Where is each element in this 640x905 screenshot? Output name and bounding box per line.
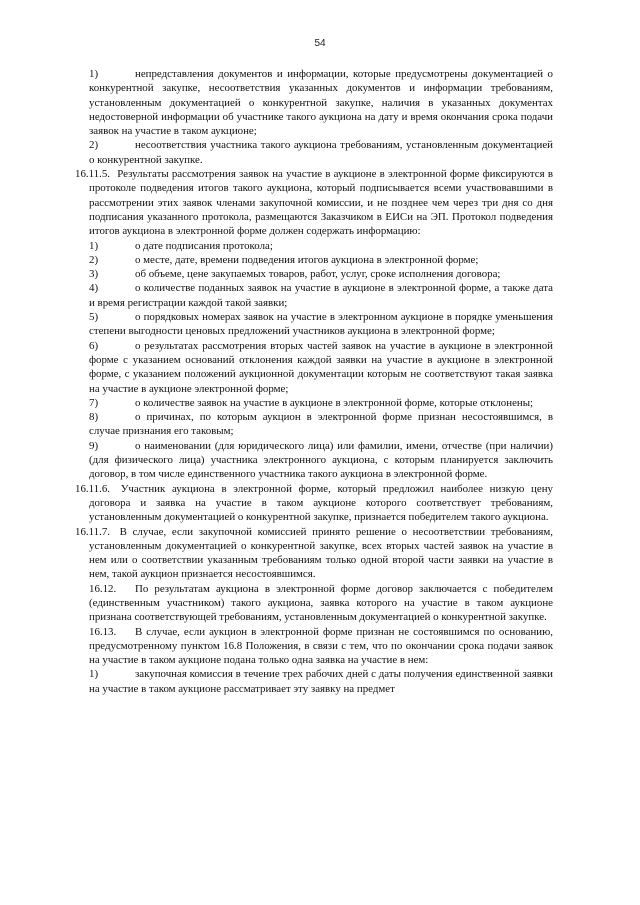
list-item	[89, 281, 553, 310]
item-text: закупочная комиссия в течение трех рабочих дней с даты получения единственной заявки на участие в таком аукционе рассматривает эту заявку на предмет	[89, 668, 553, 695]
item-text: Участник аукциона в электронной форме, который предложил наиболее низкую цену договора и заявка на участие в таком аукционе которого соответствует требованиям, установленным документацией о конкурентной закупке, признается победителем такого аукциона.	[89, 482, 553, 524]
item-text: о количестве заявок на участие в аукционе в электронной форме, которые отклонены;	[135, 396, 534, 409]
item-number: 2)	[89, 253, 99, 266]
list-item	[89, 339, 553, 396]
item-number: 8)	[89, 411, 99, 424]
item-number: 16.11.7.	[75, 525, 110, 538]
item-number: 7)	[89, 396, 99, 409]
item-number: 1)	[89, 668, 99, 681]
item-number: 5)	[89, 311, 99, 324]
list-item	[89, 667, 553, 696]
item-number: 3)	[89, 268, 99, 281]
document-body	[75, 67, 553, 696]
item-text: Результаты рассмотрения заявок на участие в аукционе в электронной форме фиксируются в протоколе подведения итогов такого аукциона, который подписывается всеми участвовавшими в рассмотрении этих заявок членами закупочной комиссии, и не позднее чем через три дня со дня подписания указанного протокола, размещаются Заказчиком в ЕИСи на ЭП. Протокол подведения итогов аукциона в электронной форме должен содержать информацию:	[89, 168, 553, 238]
list-item	[89, 310, 553, 339]
paragraph	[75, 482, 553, 525]
item-text: о наименовании (для юридического лица) или фамилии, имени, отчестве (при наличии) (для физического лица) участника электронного аукциона, с которым планируется заключить договор, в том числе единственного участника такого аукциона в электронной форме.	[89, 439, 553, 481]
paragraph	[75, 525, 553, 582]
list-item	[89, 439, 553, 482]
item-number: 4)	[89, 282, 99, 295]
list-item	[89, 396, 553, 410]
item-number: 16.13.	[89, 625, 117, 638]
item-text: о количестве поданных заявок на участие в аукционе в электронной форме, а также дата и время регистрации каждой такой заявки;	[89, 282, 553, 309]
item-text: несоответствия участника такого аукциона требованиям, установленным документацией о конкурентной закупке.	[89, 139, 553, 166]
item-number: 16.11.6.	[75, 482, 110, 495]
list-item	[89, 267, 553, 281]
item-number: 16.12.	[89, 582, 117, 595]
paragraph	[89, 625, 553, 668]
item-text: непредставления документов и информации, которые предусмотрены документацией о конкурентной закупке, несоответствия указанных документов и информации требованиям, установленным документацией о конкурентной закупке, наличия в указанных документах недостоверной информации об участнике такого аукциона на дату и время окончания срока подачи заявок на участие в таком аукционе;	[89, 68, 553, 138]
item-text: о причинах, по которым аукцион в электронной форме признан несостоявшимся, в случае признания его таковым;	[89, 411, 553, 438]
item-text: об объеме, цене закупаемых товаров, работ, услуг, сроке исполнения договора;	[135, 268, 501, 281]
list-item	[89, 138, 553, 167]
list-item	[89, 410, 553, 439]
item-text: о результатах рассмотрения вторых частей заявок на участие в аукционе в электронной форме с указанием оснований отклонения каждой заявки на участие в аукционе в электронной форме, с указанием положений аукционной документации которым не соответствуют такая заявка на участие в аукционе электронной форме;	[89, 339, 553, 395]
item-number: 1)	[89, 68, 99, 80]
list-item	[89, 67, 553, 138]
item-text: о месте, дате, времени подведения итогов аукциона в электронной форме;	[135, 253, 479, 266]
item-number: 2)	[89, 139, 99, 152]
item-text: о порядковых номерах заявок на участие в электронном аукционе в порядке уменьшения степени выгодности ценовых предложений участников аукциона в электронной форме;	[89, 311, 553, 338]
item-text: о дате подписания протокола;	[135, 239, 273, 252]
list-item	[89, 253, 553, 267]
list-item	[89, 239, 553, 253]
item-number: 16.11.5.	[75, 168, 110, 181]
paragraph	[75, 167, 553, 238]
item-number: 9)	[89, 439, 99, 452]
item-text: В случае, если аукцион в электронной форме признан не состоявшимся по основанию, предусмотренному пунктом 16.8 Положения, в связи с тем, что по окончании срока подачи заявок на участие в таком аукционе подана только одна заявка на участие в нем:	[89, 625, 553, 667]
paragraph	[89, 582, 553, 625]
item-text: По результатам аукциона в электронной форме договор заключается с победителем (единственным участником) такого аукциона, заявка которого на участие в таком аукционе признана соответствующей требованиям, установленным документацией о конкурентной закупке.	[89, 582, 553, 624]
item-number: 1)	[89, 239, 99, 252]
page-number: 54	[314, 38, 326, 49]
item-number: 6)	[89, 339, 99, 352]
item-text: В случае, если закупочной комиссией принято решение о несоответствии требованиям, установленным документацией о конкурентной закупке, всех вторых частей заявок на участие в нем или о соответствии указанным требованиям только одной второй части заявки на участие в нем, такой аукцион признается несостоявшимся.	[89, 525, 553, 581]
